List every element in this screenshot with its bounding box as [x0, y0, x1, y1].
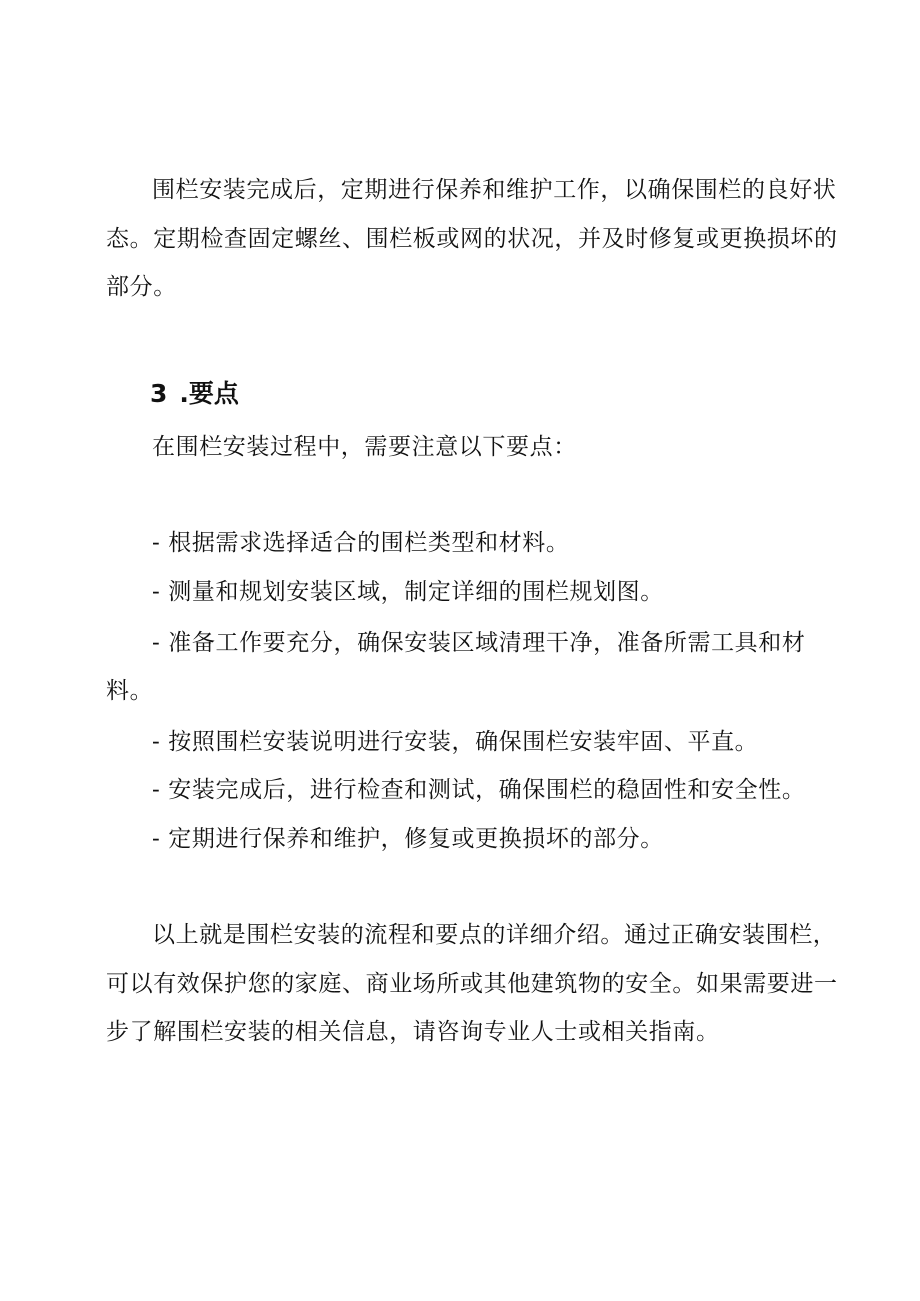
maintenance-paragraph-line-1: 围栏安装完成后，定期进行保养和维护工作，以确保围栏的良好状: [152, 177, 837, 203]
maintenance-paragraph-line-3: 部分。: [106, 274, 177, 300]
bullet-item-5: - 安装完成后，进行检查和测试，确保围栏的稳固性和安全性。: [152, 777, 806, 803]
section-heading: [150, 378, 239, 410]
section-number: 3: [150, 379, 168, 408]
maintenance-paragraph-line-2: 态。定期检查固定螺丝、围栏板或网的状况，并及时修复或更换损坏的: [106, 226, 838, 252]
bullet-item-1: - 根据需求选择适合的围栏类型和材料。: [152, 530, 570, 556]
conclusion-line-2: 可以有效保护您的家庭、商业场所或其他建筑物的安全。如果需要进一: [106, 971, 838, 997]
bullet-item-3-line-2: 料。: [106, 678, 154, 704]
intro-text: 在围栏安装过程中，需要注意以下要点：: [152, 434, 577, 460]
bullet-item-3-line-1: - 准备工作要充分，确保安装区域清理干净，准备所需工具和材: [152, 630, 806, 656]
section-title: .要点: [179, 379, 239, 408]
conclusion-line-3: 步了解围栏安装的相关信息，请咨询专业人士或相关指南。: [106, 1019, 720, 1045]
bullet-item-6: - 定期进行保养和维护，修复或更换损坏的部分。: [152, 826, 664, 852]
bullet-item-4: - 按照围栏安装说明进行安装，确保围栏安装牢固、平直。: [152, 729, 759, 755]
bullet-item-2: - 测量和规划安装区域，制定详细的围栏规划图。: [152, 579, 664, 605]
conclusion-line-1: 以上就是围栏安装的流程和要点的详细介绍。通过正确安装围栏，: [152, 922, 837, 948]
